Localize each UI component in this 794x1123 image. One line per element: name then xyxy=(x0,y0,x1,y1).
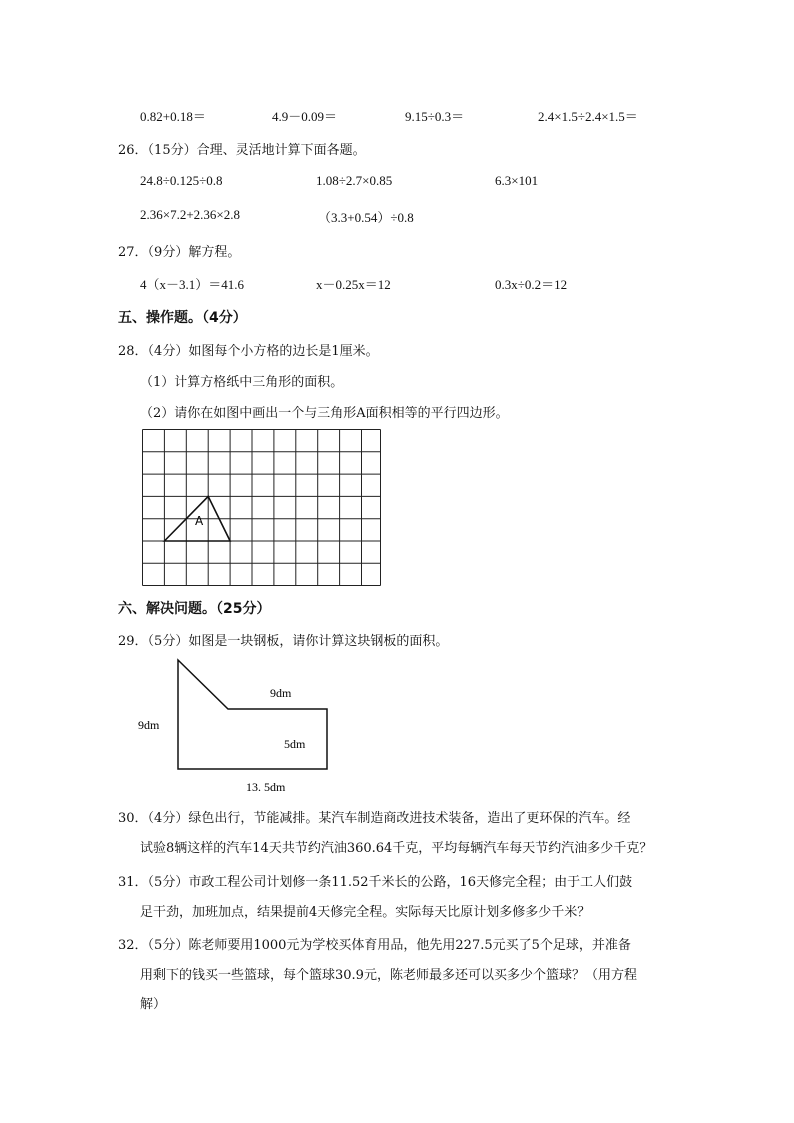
grid-paper-figure xyxy=(140,427,384,589)
q30-line-2: 试验8辆这样的汽车14天共节约汽油360.64千克，平均每辆汽车每天节约汽油多少千克？ xyxy=(140,841,653,856)
q26-title: 26．（15分）合理、灵活地计算下面各题。 xyxy=(118,143,366,158)
q27-equation-3: 0.3x÷0.2＝12 xyxy=(495,277,568,292)
section-6-heading: 六、解决问题。（25分） xyxy=(118,601,271,617)
calc-0-82-plus-0-18: 0.82+0.18＝ xyxy=(140,109,206,124)
triangle-a-label: A xyxy=(195,514,204,528)
label-right-5dm: 5dm xyxy=(284,737,306,751)
q26-expr-2: 1.08÷2.7×0.85 xyxy=(316,173,393,188)
q32-line-2: 用剩下的钱买一些篮球，每个篮球30.9元，陈老师最多还可以买多少个篮球？（用方程 xyxy=(140,968,637,983)
grid-lines xyxy=(143,430,381,586)
q26-expr-3: 6.3×101 xyxy=(495,173,539,188)
label-left-9dm: 9dm xyxy=(138,718,160,732)
q32-line-3: 解） xyxy=(140,997,167,1012)
label-bottom-13-5dm: 13. 5dm xyxy=(246,780,286,794)
q27-equation-2: x－0.25x＝12 xyxy=(316,277,391,292)
q26-expr-5: （3.3+0.54）÷0.8 xyxy=(318,210,414,225)
q28-title: 28．（4分）如图每个小方格的边长是1厘米。 xyxy=(118,344,379,359)
calc-2-4-mixed: 2.4×1.5÷2.4×1.5＝ xyxy=(538,109,638,124)
q26-expr-1: 24.8÷0.125÷0.8 xyxy=(140,173,223,188)
q28-sub-1: （1）计算方格纸中三角形的面积。 xyxy=(140,375,344,390)
q30-line-1: 30．（4分）绿色出行，节能减排。某汽车制造商改进技术装备，造出了更环保的汽车。经 xyxy=(118,811,631,826)
q31-line-1: 31．（5分）市政工程公司计划修一条11.52千米长的公路，16天修完全程；由于工人们鼓 xyxy=(118,875,633,890)
q27-title: 27．（9分）解方程。 xyxy=(118,245,241,260)
calc-9-15-div-0-3: 9.15÷0.3＝ xyxy=(405,109,465,124)
q29-title: 29．（5分）如图是一块钢板，请你计算这块钢板的面积。 xyxy=(118,634,449,649)
q31-line-2: 足干劲，加班加点，结果提前4天修完全程。实际每天比原计划多修多少千米？ xyxy=(140,905,591,920)
section-5-heading: 五、操作题。（4分） xyxy=(118,310,247,326)
q27-equation-1: 4（x－3.1）＝41.6 xyxy=(140,277,245,292)
q26-expr-4: 2.36×7.2+2.36×2.8 xyxy=(140,207,240,222)
calc-4-9-minus-0-09: 4.9－0.09＝ xyxy=(272,109,338,124)
label-top-9dm: 9dm xyxy=(270,686,292,700)
q32-line-1: 32．（5分）陈老师要用1000元为学校买体育用品，他先用227.5元买了5个足球，并准备 xyxy=(118,938,631,953)
q28-sub-2: （2）请你在如图中画出一个与三角形A面积相等的平行四边形。 xyxy=(140,406,509,421)
steel-plate-outline xyxy=(178,660,327,769)
steel-plate-figure xyxy=(130,652,370,802)
